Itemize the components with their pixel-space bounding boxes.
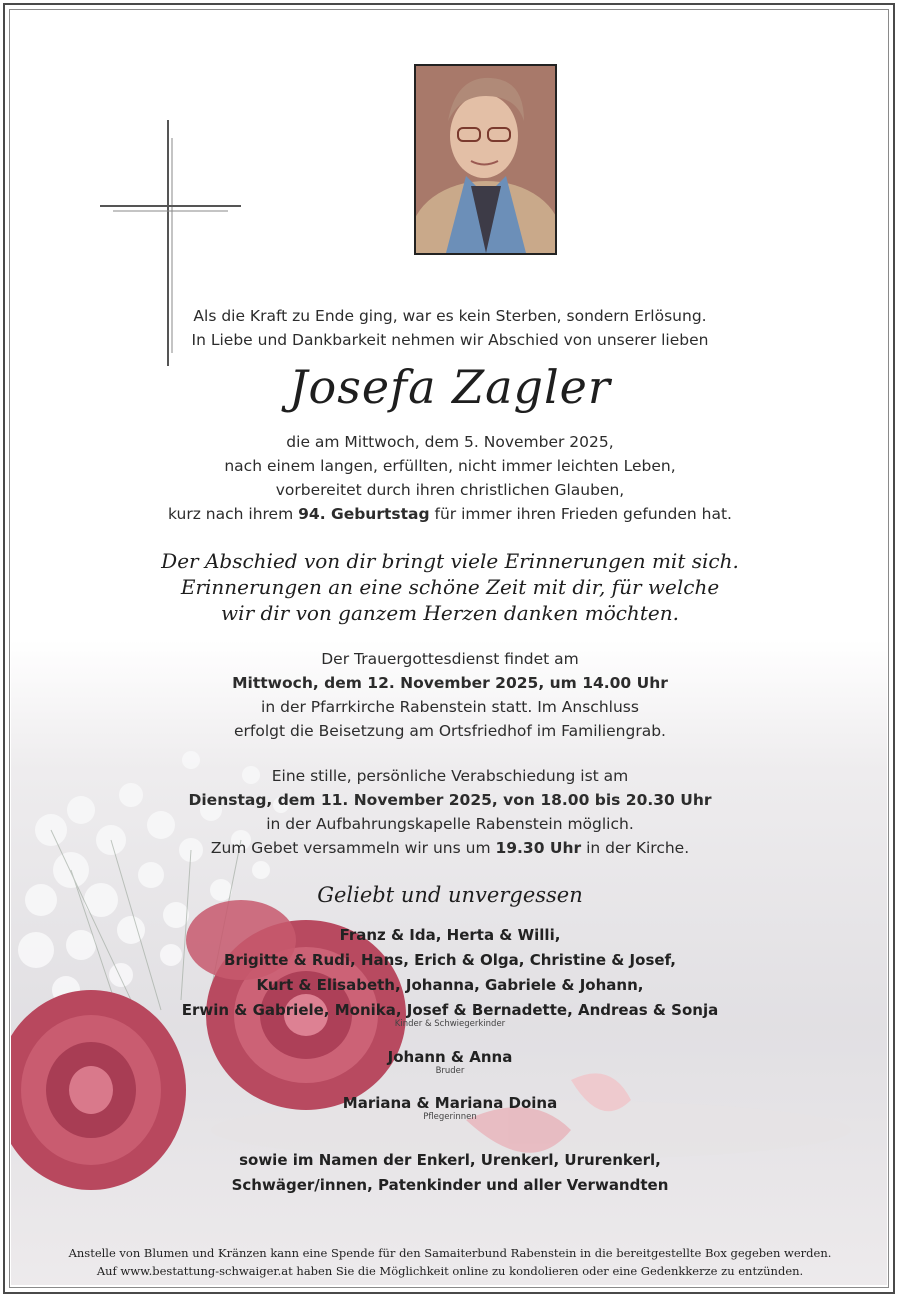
details-line-1: die am Mittwoch, dem 5. November 2025, (286, 433, 614, 451)
intro-text (0, 304, 900, 352)
brother-label: Bruder (435, 1066, 465, 1076)
birthday-text: 94. Geburtstag (298, 505, 430, 523)
quote-line-3: wir dir von ganzem Herzen danken möchten. (221, 601, 679, 625)
children-line-2: Brigitte & Rudi, Hans, Erich & Olga, Christine & Josef, (224, 951, 676, 969)
children-label: Kinder & Schwiegerkinder (394, 1019, 506, 1029)
mourners-heading: Geliebt und unvergessen (317, 883, 583, 907)
children-line-4: Erwin & Gabriele, Monika, Josef & Bernadette, Andreas & Sonja (181, 1001, 719, 1019)
service-line-1: Der Trauergottesdienst findet am (321, 650, 579, 668)
children-list (0, 923, 900, 1023)
intro-line-2: In Liebe und Dankbarkeit nehmen wir Abschied von unserer lieben (191, 331, 709, 349)
quote-line-1: Der Abschied von dir bringt viele Erinnerungen mit sich. (161, 549, 739, 573)
quote-line-2: Erinnerungen an eine schöne Zeit mit dir, für welche (180, 575, 720, 599)
footer-donation: Anstelle von Blumen und Kränzen kann eine Spende für den Samaiterbund Rabenstein in die bereitgestellte Box gegeben werden. (68, 1246, 832, 1260)
details-line-3: vorbereitet durch ihren christlichen Glauben, (275, 481, 625, 499)
viewing-date: Dienstag, dem 11. November 2025, von 18.00 bis 20.30 Uhr (188, 791, 712, 809)
service-line-3: in der Pfarrkirche Rabenstein statt. Im Anschluss (261, 698, 639, 716)
service-line-4: erfolgt die Beisetzung am Ortsfriedhof im Familiengrab. (234, 722, 666, 740)
viewing-info (0, 764, 900, 860)
viewing-line-3: in der Aufbahrungskapelle Rabenstein möglich. (266, 815, 634, 833)
death-details (0, 430, 900, 526)
deceased-name: Josefa Zagler (289, 360, 611, 414)
other-relatives (0, 1148, 900, 1198)
portrait-photo (414, 64, 557, 255)
details-line-2: nach einem langen, erfüllten, nicht immer leichten Leben, (224, 457, 676, 475)
details-line-4: kurz nach ihrem 94. Geburtstag für immer ihren Frieden gefunden hat. (168, 505, 732, 523)
viewing-line-4: Zum Gebet versammeln wir uns um 19.30 Uhr in der Kirche. (210, 839, 690, 857)
brother-names: Johann & Anna (387, 1048, 513, 1066)
service-date: Mittwoch, dem 12. November 2025, um 14.00 Uhr (232, 674, 668, 692)
children-line-3: Kurt & Elisabeth, Johanna, Gabriele & Johann, (256, 976, 644, 994)
footer-notes (0, 1244, 900, 1280)
others-line-1: sowie im Namen der Enkerl, Urenkerl, Ururenkerl, (239, 1151, 661, 1169)
viewing-line-1: Eine stille, persönliche Verabschiedung ist am (271, 767, 629, 785)
carers-label: Pflegerinnen (423, 1112, 477, 1122)
others-line-2: Schwäger/innen, Patenkinder und aller Verwandten (231, 1176, 669, 1194)
footer-condolence: Auf www.bestattung-schwaiger.at haben Sie die Möglichkeit online zu kondolieren oder eine Gedenkkerze zu entzünden. (96, 1264, 804, 1278)
funeral-service-info (0, 647, 900, 743)
farewell-quote (0, 548, 900, 626)
intro-line-1: Als die Kraft zu Ende ging, war es kein Sterben, sondern Erlösung. (193, 307, 707, 325)
carers-names: Mariana & Mariana Doina (342, 1094, 558, 1112)
children-line-1: Franz & Ida, Herta & Willi, (339, 926, 561, 944)
